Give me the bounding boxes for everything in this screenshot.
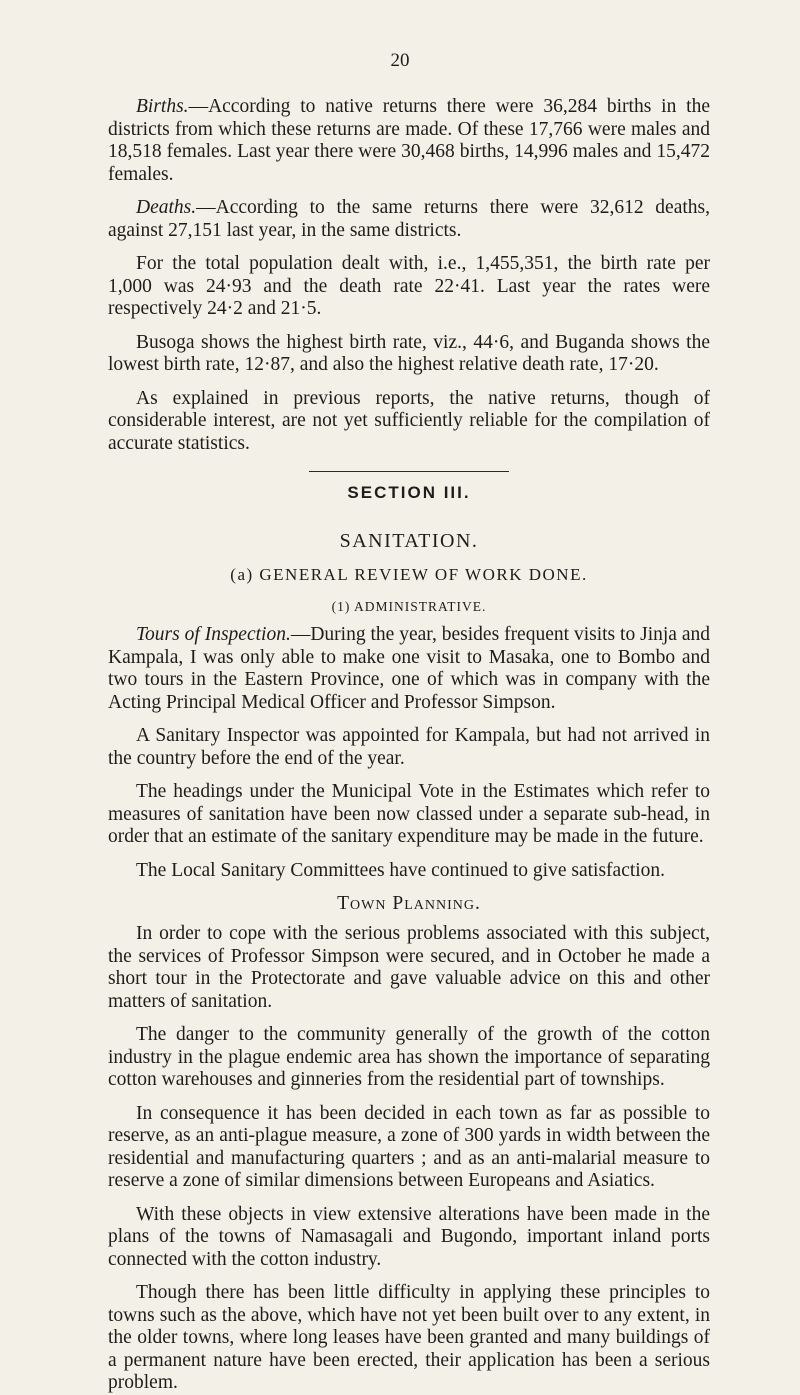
paragraph-text: With these objects in view extensive alterations have been made in the plans of the towns of Namasagali and Bugondo, important inland ports connected with the cotton industry. xyxy=(108,1203,710,1270)
statistics-paragraph xyxy=(108,253,710,321)
paragraph-text: In order to cope with the serious problems associated with this subject, the services of Professor Simpson were secured, and in October he made a short tour in the Protectorate and gave valuable advice on this and other matters of sanitation. xyxy=(108,923,710,1012)
vital-statistics-section xyxy=(108,96,710,455)
statistics-paragraph xyxy=(108,332,710,377)
paragraph-text: —According to the same returns there were 32,612 deaths, against 27,151 last year, in the same districts. xyxy=(108,197,710,241)
paragraph-text: The danger to the community generally of the growth of the cotton industry in the plague endemic area has shown the importance of separating cotton warehouses and ginneries from the residential part of townships. xyxy=(108,1024,710,1090)
paragraph-text: —During the year, besides frequent visits to Jinja and Kampala, I was only able to make one visit to Masaka, one to Bombo and two tours in the Eastern Province, one of which was in company with the Acting Principal Medical Officer and Professor Simpson. xyxy=(108,624,710,713)
paragraph-text: For the total population dealt with, i.e., 1,455,351, the birth rate per 1,000 was 24·93 and the death rate 22·41. Last year the rates were respectively 24·2 and 21·5. xyxy=(108,253,710,319)
town-planning-section xyxy=(108,923,710,1395)
town-planning-paragraph xyxy=(108,923,710,1013)
statistics-paragraph xyxy=(108,388,710,456)
paragraph-text: As explained in previous reports, the native returns, though of considerable interest, are not yet sufficiently reliable for the compilation of accurate statistics. xyxy=(108,387,710,454)
paragraph-text: Though there has been little difficulty in applying these principles to towns such as the above, which have not yet been built over to any extent, in the older towns, where long leases have been granted and many buildings of a permanent nature have been erected, their application has been a serious problem. xyxy=(108,1282,710,1393)
town-planning-paragraph xyxy=(108,1024,710,1092)
paragraph-text: Busoga shows the highest birth rate, viz., 44·6, and Buganda shows the lowest birth rate, 12·87, and also the highest relative death rate, 17·20. xyxy=(108,331,710,375)
town-planning-paragraph xyxy=(108,1103,710,1193)
paragraph-text: In consequence it has been decided in each town as far as possible to reserve, as an anti-plague measure, a zone of 300 yards in width between the residential and manufacturing quarters ; and as an anti-malarial measure to reserve a zone of similar dimensions between Europeans and Asiatics. xyxy=(108,1102,710,1191)
heading-sanitation: SANITATION. xyxy=(339,530,479,552)
statistics-paragraph xyxy=(108,197,710,242)
section-divider xyxy=(309,471,509,472)
administrative-paragraph xyxy=(108,781,710,849)
administrative-section xyxy=(108,624,710,882)
paragraph-lead: Births. xyxy=(136,96,189,117)
paragraph-text: The headings under the Municipal Vote in the Estimates which refer to measures of sanitation have been now classed under a separate sub-head, in order that an estimate of the sanitary expenditure may be made in the future. xyxy=(108,781,710,847)
heading-general-review: (a) GENERAL REVIEW OF WORK DONE. xyxy=(230,565,588,584)
heading-town-planning: Town Planning. xyxy=(337,893,481,914)
paragraph-lead: Tours of Inspection. xyxy=(136,624,291,645)
paragraph-text: A Sanitary Inspector was appointed for Kampala, but had not arrived in the country before the end of the year. xyxy=(108,725,710,769)
heading-administrative: (1) ADMINISTRATIVE. xyxy=(331,599,487,614)
town-planning-paragraph xyxy=(108,1204,710,1272)
administrative-paragraph xyxy=(108,860,710,883)
page-number: 20 xyxy=(390,50,410,71)
administrative-paragraph xyxy=(108,624,710,714)
paragraph-lead: Deaths. xyxy=(136,197,197,218)
paragraph-text: —According to native returns there were 36,284 births in the districts from which these returns are made. Of these 17,766 were males and 18,518 females. Last year there were 30,468 births, 14,996 males and 15,472 females. xyxy=(108,96,710,185)
statistics-paragraph xyxy=(108,96,710,186)
section-title: SECTION III. xyxy=(347,483,471,502)
town-planning-paragraph xyxy=(108,1282,710,1395)
administrative-paragraph xyxy=(108,725,710,770)
paragraph-text: The Local Sanitary Committees have continued to give satisfaction. xyxy=(136,859,666,881)
